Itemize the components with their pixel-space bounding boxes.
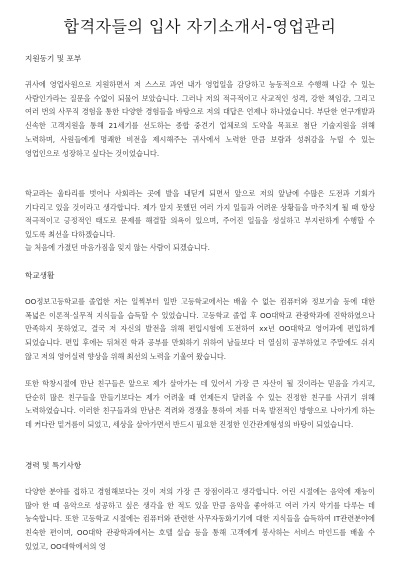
document-title: 합격자들의 입사 자기소개서-영업관리 [63,17,337,36]
school-life-paragraph-2: 또한 학창시절에 만난 친구들은 앞으로 제가 살아가는 데 있어서 가장 큰 자산이 될 것이라는 믿음을 가지고, 단순히 많은 친구들을 만들기보다는 제가 어려울 때 언제든지 달려올 수 있는 진정한 친구를 사귀기 위해 노력하였습니다. 이러한 친구들과의 만남은 격려와 경쟁을 통하여 저를 더욱 발전적인 방향으로 나아가게 하는 데 커다란 밑거름이 되었고, 세상을 살아가면서 반드시 필요한 진정한 인간관계형성의 바탕이 되었습니다. [25,379,375,430]
section-heading-motivation: 지원동기 및 포부 [25,54,82,63]
school-life-paragraph-1: OO정보고등학교를 졸업한 저는 일찍부터 일반 고등학교에서는 배울 수 없는 컴퓨터와 정보기술 등에 대한 폭넓은 이론적·실무적 지식들을 습득할 수 있었습니다. 고등학교 졸업 후 OO대학교 관광학과에 진학하였으나 만족하지 못하였고, 결국 저 자신의 발전을 위해 편입시험에 도전하여 xx년 OO대학교 영어과에 편입하게 되었습니다. 편입 후에는 뒤쳐진 학과 공부를 만회하기 위하여 남들보다 더 열심히 공부하였고 주말에도 쉬지 않고 저의 영어실력 향상을 위해 최선의 노력을 기울여 왔습니다. [25,297,375,361]
section-heading-career: 경력 및 특기사항 [25,461,82,470]
motivation-paragraph-1: 귀사에 영업사원으로 지원하면서 저 스스로 과연 내가 영업일을 감당하고 능동적으로 수행해 나갈 수 있는 사람인가라는 질문을 수없이 되물어 보았습니다. 그러나 저의 적극적이고 사교적인 성격, 강한 책임감, 그리고 여러 번의 사무직 경험을 통한 다양한 경험들을 바탕으로 저의 대답은 언제나 하나였습니다. 부단한 연구개발과 신속한 고객지원을 통해 21세기를 선도하는 종합 중견기 업체로의 도약을 목표로 첨단 기술지원을 위해 노력하며, 사원들에게 명쾌한 비전을 제시해주는 귀사에서 노력한 만큼 보람과 성취감을 누릴 수 있는 영업인으로 성장하고 싶다는 것이었습니다. [25,80,375,158]
career-paragraph-1: 다양한 분야를 접하고 경험해보다는 것이 저의 가장 큰 장점이라고 생각합니다. 어린 시절에는 음악에 재능이 많아 한 때 음악으로 성공하고 싶은 생각을 한 적도 있을 만큼 음악을 좋아하고 여러 가지 악기를 다루는 데 능숙합니다. 또한 고등학교 시절에는 컴퓨터와 관련한 사무자동화기기에 대한 지식들을 습득하여 IT관련분야에 친숙한 편이며, OO대학 관광학과에서는 호텔 실습 등을 통해 고객에게 봉사하는 서비스 마인드를 배울 수 있었고, OO대학에서의 영 [25,487,375,551]
motivation-paragraph-2: 학교라는 울타리를 벗어나 사회라는 곳에 발을 내딛게 되면서 앞으로 저의 앞날에 수많은 도전과 기회가 기다리고 있을 것이라고 생각합니다. 제가 알지 못했던 여러 가지 일들과 어려운 상황들을 마주치게 될 때 항상 적극적이고 긍정적인 태도로 문제를 해결할 의욕이 있으며, 주어진 일들을 성실하고 부지런하게 수행할 수 있도록 최선을 다하겠습니다. [25,189,375,240]
motivation-paragraph-3: 늘 처음에 가졌던 마음가짐을 잊지 않는 사람이 되겠습니다. [25,243,210,252]
section-heading-school-life: 학교생활 [25,271,55,280]
